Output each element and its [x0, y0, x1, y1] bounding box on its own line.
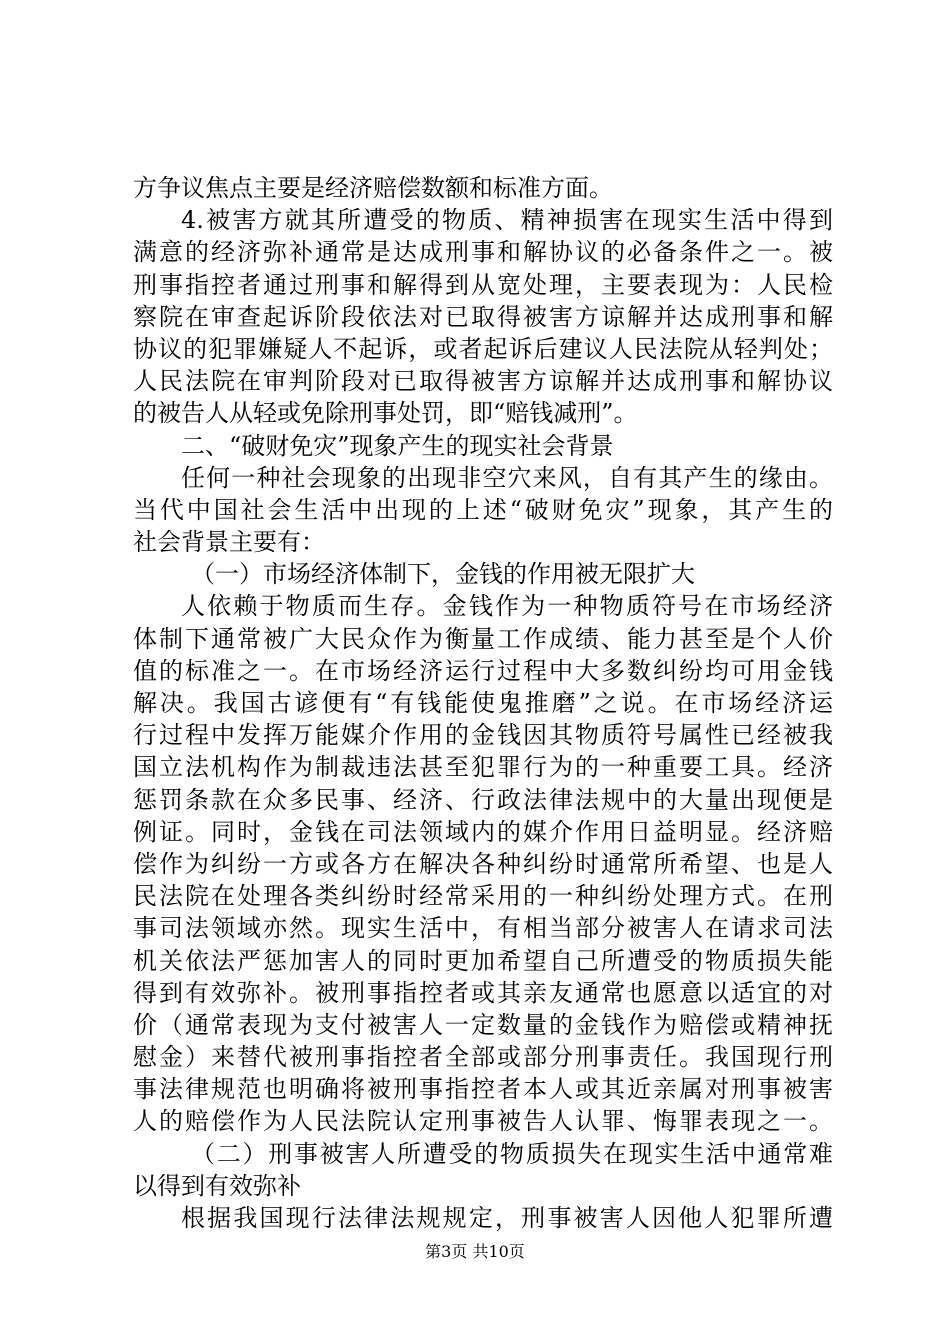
text-line: 社会背景主要有：: [133, 528, 325, 557]
page-number: 第3页 共10页: [425, 1242, 525, 1261]
subsection-heading: （二）刑事被害人所遭受的物质损失在现实生活中通常难: [191, 1139, 833, 1168]
text-line: 的被告人从轻或免除刑事处罚，即“赔钱减刑”。: [133, 399, 638, 428]
subsection-heading-continuation: 以得到有效弥补: [133, 1171, 301, 1200]
text-line: 4.被害方就其所遭受的物质、精神损害在现实生活中得到: [181, 206, 833, 235]
text-line: 事法律规范也明确将被刑事指控者本人或其近亲属对刑事被害: [133, 1075, 833, 1104]
text-line: 事司法领域亦然。现实生活中，有相当部分被害人在请求司法: [133, 914, 833, 943]
text-line: 例证。同时，金钱在司法领域内的媒介作用日益明显。经济赔: [133, 817, 833, 846]
text-line: 得到有效弥补。被刑事指控者或其亲友通常也愿意以适宜的对: [133, 978, 833, 1007]
text-line: 刑事指控者通过刑事和解得到从宽处理，主要表现为：人民检: [133, 270, 833, 299]
text-line: 价（通常表现为支付被害人一定数量的金钱作为赔偿或精神抚: [133, 1010, 833, 1039]
text-line: 根据我国现行法律法规规定，刑事被害人因他人犯罪所遭: [181, 1204, 833, 1232]
text-line: 满意的经济弥补通常是达成刑事和解协议的必备条件之一。被: [133, 238, 833, 267]
subsection-heading: （一）市场经济体制下，金钱的作用被无限扩大: [191, 560, 695, 589]
text-line: 协议的犯罪嫌疑人不起诉，或者起诉后建议人民法院从轻判处；: [133, 334, 833, 363]
text-line: 人的赔偿作为人民法院认定刑事被告人认罪、悔罪表现之一。: [133, 1107, 833, 1136]
text-line: 值的标准之一。在市场经济运行过程中大多数纠纷均可用金钱: [133, 656, 833, 685]
text-line: 任何一种社会现象的出现非空穴来风，自有其产生的缘由。: [181, 463, 833, 492]
text-line: 解决。我国古谚便有“有钱能使鬼推磨”之说。在市场经济运: [133, 689, 833, 717]
text-line: 人依赖于物质而生存。金钱作为一种物质符号在市场经济: [181, 592, 833, 621]
text-line: 体制下通常被广大民众作为衡量工作成绩、能力甚至是个人价: [133, 624, 833, 653]
section-heading: 二、“破财免灾”现象产生的现实社会背景: [181, 431, 614, 460]
text-line: 机关依法严惩加害人的同时更加希望自己所遭受的物质损失能: [133, 946, 833, 975]
text-line: 当代中国社会生活中出现的上述“破财免灾”现象，其产生的: [133, 495, 833, 524]
text-line: 方争议焦点主要是经济赔偿数额和标准方面。: [133, 174, 613, 202]
text-line: 国立法机构作为制裁违法甚至犯罪行为的一种重要工具。经济: [133, 753, 833, 782]
text-line: 民法院在处理各类纠纷时经常采用的一种纠纷处理方式。在刑: [133, 882, 833, 911]
text-line: 察院在审查起诉阶段依法对已取得被害方谅解并达成刑事和解: [133, 302, 833, 331]
text-line: 惩罚条款在众多民事、经济、行政法律法规中的大量出现便是: [133, 785, 833, 814]
text-line: 行过程中发挥万能媒介作用的金钱因其物质符号属性已经被我: [133, 721, 833, 750]
text-line: 人民法院在审判阶段对已取得被害方谅解并达成刑事和解协议: [133, 367, 833, 396]
text-line: 偿作为纠纷一方或各方在解决各种纠纷时通常所希望、也是人: [133, 849, 833, 878]
text-line: 慰金）来替代被刑事指控者全部或部分刑事责任。我国现行刑: [133, 1043, 833, 1072]
document-body: [133, 172, 833, 1234]
